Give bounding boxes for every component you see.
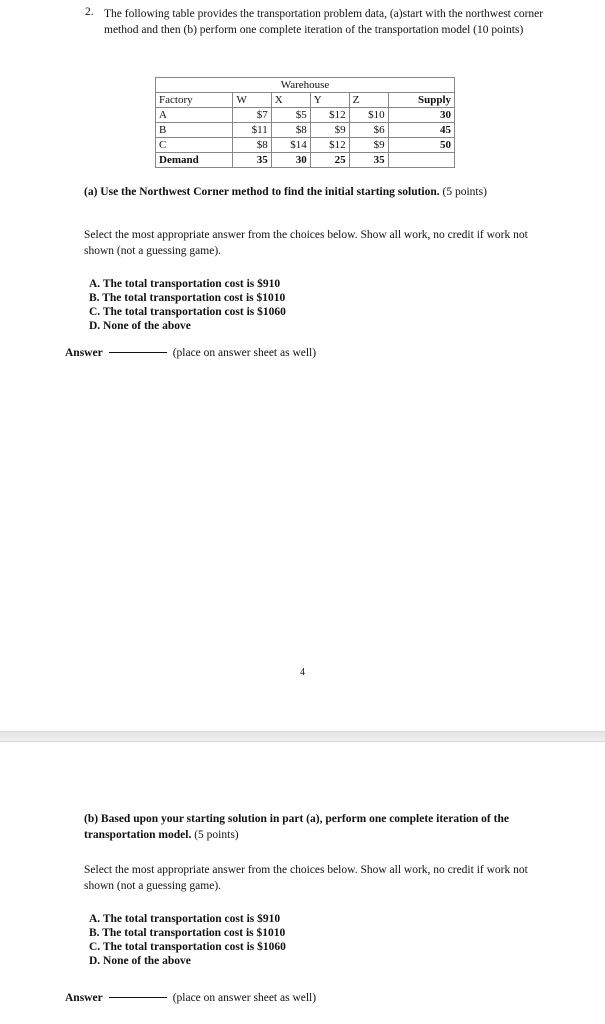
transportation-table <box>155 77 455 168</box>
factory-label: B <box>156 123 233 138</box>
choice-b: B. The total transportation cost is $1010 <box>89 927 286 939</box>
cost-cell: $12 <box>310 108 349 123</box>
part-a-choices <box>89 277 286 333</box>
cost-cell: $10 <box>349 108 388 123</box>
choice-a: A. The total transportation cost is $910 <box>89 278 281 290</box>
answer-note: (place on answer sheet as well) <box>172 347 317 359</box>
supply-cell: 45 <box>388 123 454 138</box>
cost-cell: $11 <box>233 123 271 138</box>
table-header-row <box>156 78 455 93</box>
cost-cell: $8 <box>233 138 271 153</box>
warehouse-header: Warehouse <box>156 78 455 93</box>
part-b-heading <box>84 811 554 843</box>
question-text: The following table provides the transportation problem data, (a)start with the northwest corner method and then (b) perform one complete iteration of the transportation model (10 points) <box>104 8 544 36</box>
demand-cell: 35 <box>349 153 388 168</box>
table-row <box>156 123 455 138</box>
answer-label: Answer <box>65 992 103 1004</box>
demand-cell: 25 <box>310 153 349 168</box>
factory-label: C <box>156 138 233 153</box>
table-row <box>156 138 455 153</box>
cost-cell: $6 <box>349 123 388 138</box>
factory-label: A <box>156 108 233 123</box>
part-b-instruction: Select the most appropriate answer from the choices below. Show all work, no credit if work not shown (not a guessing game). <box>84 864 528 892</box>
page-number: 4 <box>300 667 305 678</box>
column-z: Z <box>349 93 388 108</box>
demand-cell: 35 <box>233 153 271 168</box>
cost-cell: $9 <box>349 138 388 153</box>
supply-header: Supply <box>388 93 454 108</box>
demand-label: Demand <box>156 153 233 168</box>
column-w: W <box>233 93 271 108</box>
choice-c: C. The total transportation cost is $1060 <box>89 941 286 953</box>
part-b-points: (5 points) <box>194 829 239 841</box>
column-y: Y <box>310 93 349 108</box>
choice-a: A. The total transportation cost is $910 <box>89 913 281 925</box>
answer-label: Answer <box>65 347 103 359</box>
part-a-instruction: Select the most appropriate answer from the choices below. Show all work, no credit if work not shown (not a guessing game). <box>84 229 528 257</box>
answer-blank[interactable] <box>109 352 167 353</box>
supply-cell: 30 <box>388 108 454 123</box>
part-b-answer-line <box>65 992 316 1004</box>
part-a-answer-line <box>65 347 316 359</box>
part-a-heading <box>84 186 487 198</box>
cost-cell: $8 <box>271 123 310 138</box>
part-a-title: (a) Use the Northwest Corner method to find the initial starting solution. <box>84 186 440 198</box>
column-x: X <box>271 93 310 108</box>
choice-d: D. None of the above <box>89 320 191 332</box>
question-number: 2. <box>85 6 94 18</box>
demand-row <box>156 153 455 168</box>
empty-cell <box>388 153 454 168</box>
answer-note: (place on answer sheet as well) <box>172 992 317 1004</box>
table-row <box>156 108 455 123</box>
part-b-title: (b) Based upon your starting solution in part (a), perform one complete iteration of the transportation model. <box>84 813 509 841</box>
choice-c: C. The total transportation cost is $1060 <box>89 306 286 318</box>
page-divider <box>0 731 605 742</box>
demand-cell: 30 <box>271 153 310 168</box>
answer-blank[interactable] <box>109 997 167 998</box>
cost-cell: $7 <box>233 108 271 123</box>
cost-cell: $14 <box>271 138 310 153</box>
factory-header: Factory <box>156 93 233 108</box>
part-a-points: (5 points) <box>442 186 487 198</box>
cost-cell: $5 <box>271 108 310 123</box>
choice-d: D. None of the above <box>89 955 191 967</box>
supply-cell: 50 <box>388 138 454 153</box>
cost-cell: $12 <box>310 138 349 153</box>
part-b-choices <box>89 912 286 968</box>
choice-b: B. The total transportation cost is $1010 <box>89 292 286 304</box>
cost-cell: $9 <box>310 123 349 138</box>
table-column-row <box>156 93 455 108</box>
